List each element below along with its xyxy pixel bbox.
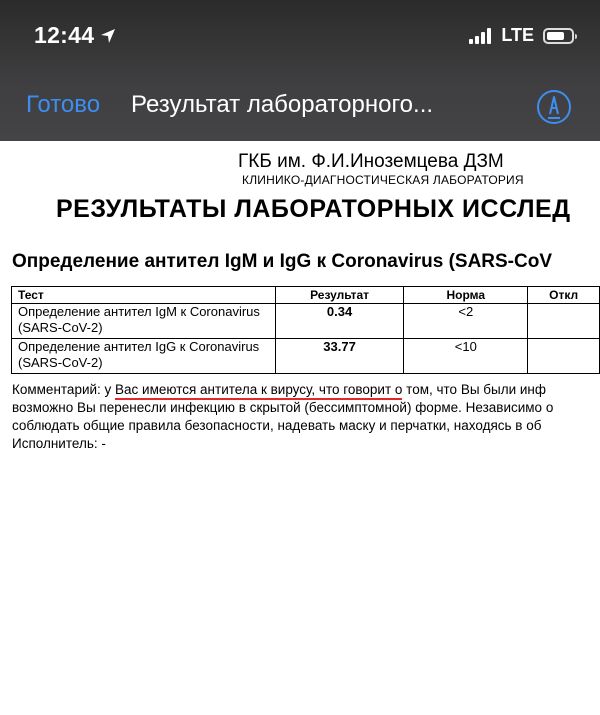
test-name-line2: (SARS-CoV-2): [18, 320, 103, 335]
result-cell: 0.34: [275, 304, 404, 339]
table-row: [12, 339, 600, 374]
hospital-name: ГКБ им. Ф.И.Иноземцева ДЗМ: [238, 151, 504, 172]
test-name-line1: Определение антител IgG к Coronavirus: [18, 339, 260, 354]
deviation-cell: [528, 339, 600, 374]
status-time: [34, 22, 116, 49]
top-bar: [0, 0, 600, 141]
results-table: [11, 286, 600, 374]
test-name-cell: [12, 304, 276, 339]
comment-line2: возможно Вы перенесли инфекцию в скрытой (бессимптомной) форме. Независимо о: [12, 400, 554, 415]
pdf-document[interactable]: [0, 141, 600, 715]
nav-title: Результат лабораторного...: [131, 91, 434, 118]
table-header-row: [12, 287, 600, 304]
battery-icon: [543, 28, 574, 44]
results-title: РЕЗУЛЬТАТЫ ЛАБОРАТОРНЫХ ИССЛЕД: [56, 195, 571, 223]
table-row: [12, 304, 600, 339]
header-test: Тест: [12, 287, 276, 304]
header-result: Результат: [275, 287, 404, 304]
norm-cell: <10: [404, 339, 528, 374]
test-name-cell: [12, 339, 276, 374]
comment-line1: [12, 381, 553, 399]
header-norm: Норма: [404, 287, 528, 304]
markup-pen-icon[interactable]: [536, 89, 572, 125]
deviation-cell: [528, 304, 600, 339]
signal-icon: [469, 28, 493, 44]
lab-name: КЛИНИКО-ДИАГНОСТИЧЕСКАЯ ЛАБОРАТОРИЯ: [242, 173, 524, 187]
executor-line: Исполнитель: -: [12, 436, 106, 451]
section-title: Определение антител IgM и IgG к Coronavirus (SARS-CoV: [12, 251, 553, 272]
status-indicators: [469, 25, 574, 46]
norm-cell: <2: [404, 304, 528, 339]
comment-line3: соблюдать общие правила безопасности, надевать маску и перчатки, находясь в об: [12, 418, 542, 433]
comment-highlight: Вас имеются антитела к вирусу, что говорит о: [115, 382, 402, 400]
comment-block: [12, 381, 553, 453]
comment-suffix: том, что Вы были инф: [402, 382, 546, 397]
location-arrow-icon: [100, 28, 116, 44]
network-label: LTE: [501, 25, 534, 45]
header-deviation: Откл: [528, 287, 600, 304]
done-button[interactable]: Готово: [26, 91, 101, 118]
result-cell: 33.77: [275, 339, 404, 374]
comment-prefix: Комментарий: у: [12, 382, 116, 397]
status-time-text: 12:44: [34, 22, 95, 48]
test-name-line2: (SARS-CoV-2): [18, 355, 103, 370]
test-name-line1: Определение антител IgM к Coronavirus: [18, 304, 260, 319]
